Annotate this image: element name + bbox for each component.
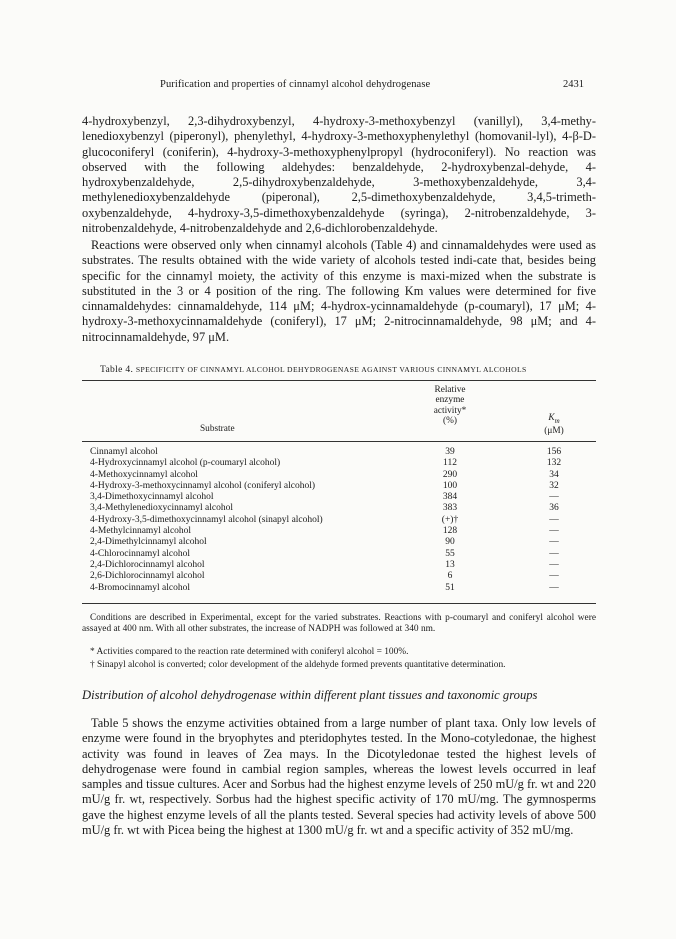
cell-activity: 13 [445, 559, 455, 570]
table-header-rule [82, 441, 596, 442]
table-row [90, 560, 590, 571]
cell-activity: 51 [445, 582, 455, 593]
cell-substrate: Cinnamyl alcohol [90, 447, 158, 457]
cell-activity: 39 [445, 447, 455, 457]
column-header-activity-line: (%) [443, 416, 457, 427]
cell-substrate: 3,4-Dimethoxycinnamyl alcohol [90, 492, 214, 503]
table-row [90, 515, 590, 526]
cell-km: 32 [549, 480, 559, 491]
column-header-km [524, 413, 584, 437]
column-header-substrate: Substrate [200, 424, 235, 434]
cell-substrate: 4-Hydroxy-3,5-dimethoxycinnamyl alcohol (sinapyl alcohol) [90, 514, 323, 525]
cell-km: — [549, 559, 559, 570]
cell-km: — [549, 514, 559, 525]
column-header-activity-line: activity* [433, 405, 467, 416]
cell-substrate: 3,4-Methylenedioxycinnamyl alcohol [90, 503, 233, 514]
column-header-activity [410, 385, 490, 427]
table-footnote-dagger: † Sinapyl alcohol is converted; color development of the aldehyde formed prevents quantitative determination. [90, 660, 506, 670]
cell-km: — [549, 526, 559, 537]
cell-km: — [549, 537, 559, 548]
column-header-activity-line: enzyme [435, 395, 465, 406]
cell-activity: 290 [442, 469, 458, 480]
cell-substrate: 4-Methoxycinnamyl alcohol [90, 469, 198, 480]
cell-km: — [549, 582, 559, 593]
table-caption [100, 364, 527, 375]
cell-substrate: 2,6-Dichlorocinnamyl alcohol [90, 571, 205, 582]
column-header-km-symbol: $K_m$ [548, 413, 560, 425]
cell-substrate: 4-Hydroxycinnamyl alcohol (p-coumaryl alcohol) [90, 458, 281, 469]
table-top-rule [82, 380, 596, 381]
column-header-activity-line: Relative [434, 385, 466, 395]
cell-substrate: 2,4-Dimethylcinnamyl alcohol [90, 537, 207, 548]
cell-activity: 55 [445, 548, 455, 559]
cell-km: — [549, 492, 559, 503]
table-caption-text: SPECIFICITY OF CINNAMYL ALCOHOL DEHYDROGENASE AGAINST VARIOUS CINNAMYL ALCOHOLS [135, 365, 527, 374]
table-caption-label: Table 4. [100, 364, 134, 375]
running-title: Purification and properties of cinnamyl alcohol dehydrogenase [160, 79, 431, 90]
cell-activity: 384 [442, 492, 458, 503]
cell-activity: 100 [442, 480, 458, 491]
cell-km: — [549, 548, 559, 559]
table-footnote-asterisk: * Activities compared to the reaction rate determined with coniferyl alcohol = 100%. [90, 647, 409, 657]
cell-km: 36 [549, 503, 559, 514]
cell-km: 156 [546, 447, 562, 457]
table-notes-conditions: Conditions are described in Experimental, except for the varied substrates. Reactions with p-coumaryl and coniferyl alcohol were assayed at 400 nm. With all other substrates, the increase of NADPH was followed at 340 nm. [82, 613, 596, 635]
column-header-km-unit: (μM) [544, 426, 564, 437]
cell-substrate: 4-Bromocinnamyl alcohol [90, 582, 190, 593]
cell-activity: 112 [443, 458, 457, 469]
table-row [90, 549, 590, 560]
cell-activity: 128 [442, 526, 458, 537]
table-row [90, 470, 590, 481]
table-bottom-rule [82, 603, 596, 604]
section-heading: Distribution of alcohol dehydrogenase within different plant tissues and taxonomic groups [82, 688, 538, 702]
table-row [90, 537, 590, 548]
table-body [90, 447, 590, 594]
table-row [90, 481, 590, 492]
cell-km: 34 [549, 469, 559, 480]
page-number: 2431 [563, 79, 584, 90]
cell-activity: 383 [442, 503, 458, 514]
table-row [90, 571, 590, 582]
table-row [90, 583, 590, 594]
cell-substrate: 4-Chlorocinnamyl alcohol [90, 548, 190, 559]
cell-substrate: 2,4-Dichlorocinnamyl alcohol [90, 559, 205, 570]
table-row [90, 458, 590, 469]
body-paragraph-2: Reactions were observed only when cinnamyl alcohols (Table 4) and cinnamaldehydes were used as substrates. The results obtained with the wide variety of alcohols tested indi-cate that, besides being specific for the cinnamyl moiety, the activity of this enzyme is maxi-mized when the substrate is substituted in the 3 or 4 position of the ring. The following Km values were determined for five cinnamaldehydes: cinnamaldehyde, 114 μM; 4-hydrox-ycinnamaldehyde (p-coumaryl), 17 μM; 4-hydroxy-3-methoxycinnamaldehyde (coniferyl), 17 μM; 2-nitrocinnamaldehyde, 98 μM; and 4-nitrocinnamaldehyde, 97 μM. [82, 238, 596, 344]
cell-substrate: 4-Hydroxy-3-methoxycinnamyl alcohol (coniferyl alcohol) [90, 480, 316, 491]
cell-substrate: 4-Methylcinnamyl alcohol [90, 526, 192, 537]
body-paragraph-1: 4-hydroxybenzyl, 2,3-dihydroxybenzyl, 4-hydroxy-3-methoxybenzyl (vanillyl), 3,4-methy-lenedioxybenzyl (piperonyl), phenylethyl, 4-hydroxy-3-methoxyphenylethyl (homovanil-lyl), 4-β-D-glucoconiferyl (coniferin), 4-hydroxy-3-methoxyphenylpropyl (hydroconiferyl). No reaction was observed with the following aldehydes: benzaldehyde, 2-hydroxybenzal-dehyde, 4-hydroxybenzaldehyde, 2,5-dihydroxybenzaldehyde, 3-methoxybenzaldehyde, 3,4-methylenedioxybenzaldehyde (piperonal), 2,5-dimethoxybenzaldehyde, 3,4,5-trimeth-oxybenzaldehyde, 4-hydroxy-3,5-dimethoxybenzaldehyde (syringa), 2-nitrobenzaldehyde, 3-nitrobenzaldehyde, 4-nitrobenzaldehyde and 2,6-dichlorobenzaldehyde. [82, 114, 596, 236]
table-row [90, 492, 590, 503]
cell-activity: 6 [447, 571, 453, 582]
cell-km: — [549, 571, 559, 582]
body-paragraph-3: Table 5 shows the enzyme activities obtained from a large number of plant taxa. Only low levels of enzyme were found in the bryophytes and pteridophytes tested. In the Mono-cotyledonae, the highest activity was found in leaves of Zea mays. In the Dicotyledonae tested the highest levels of dehydrogenase were found in cambial region samples, whereas the lowest levels occurred in leaf samples and tissue cultures. Acer and Sorbus had the highest enzyme levels of 250 mU/g fr. wt and 220 mU/g fr. wt, respectively. Sorbus had the highest specific activity of 170 mU/mg. The gymnosperms gave the highest enzyme levels of all the plants tested. Several species had activity levels of above 500 mU/g fr. wt with Picea being the highest at 1300 mU/g fr. wt and a specific activity of 352 mU/mg. [82, 716, 596, 838]
cell-activity: 90 [445, 537, 455, 548]
table-row [90, 526, 590, 537]
table-row [90, 447, 590, 458]
table-row [90, 503, 590, 514]
cell-km: 132 [546, 458, 562, 469]
cell-activity: (+)† [441, 514, 459, 525]
